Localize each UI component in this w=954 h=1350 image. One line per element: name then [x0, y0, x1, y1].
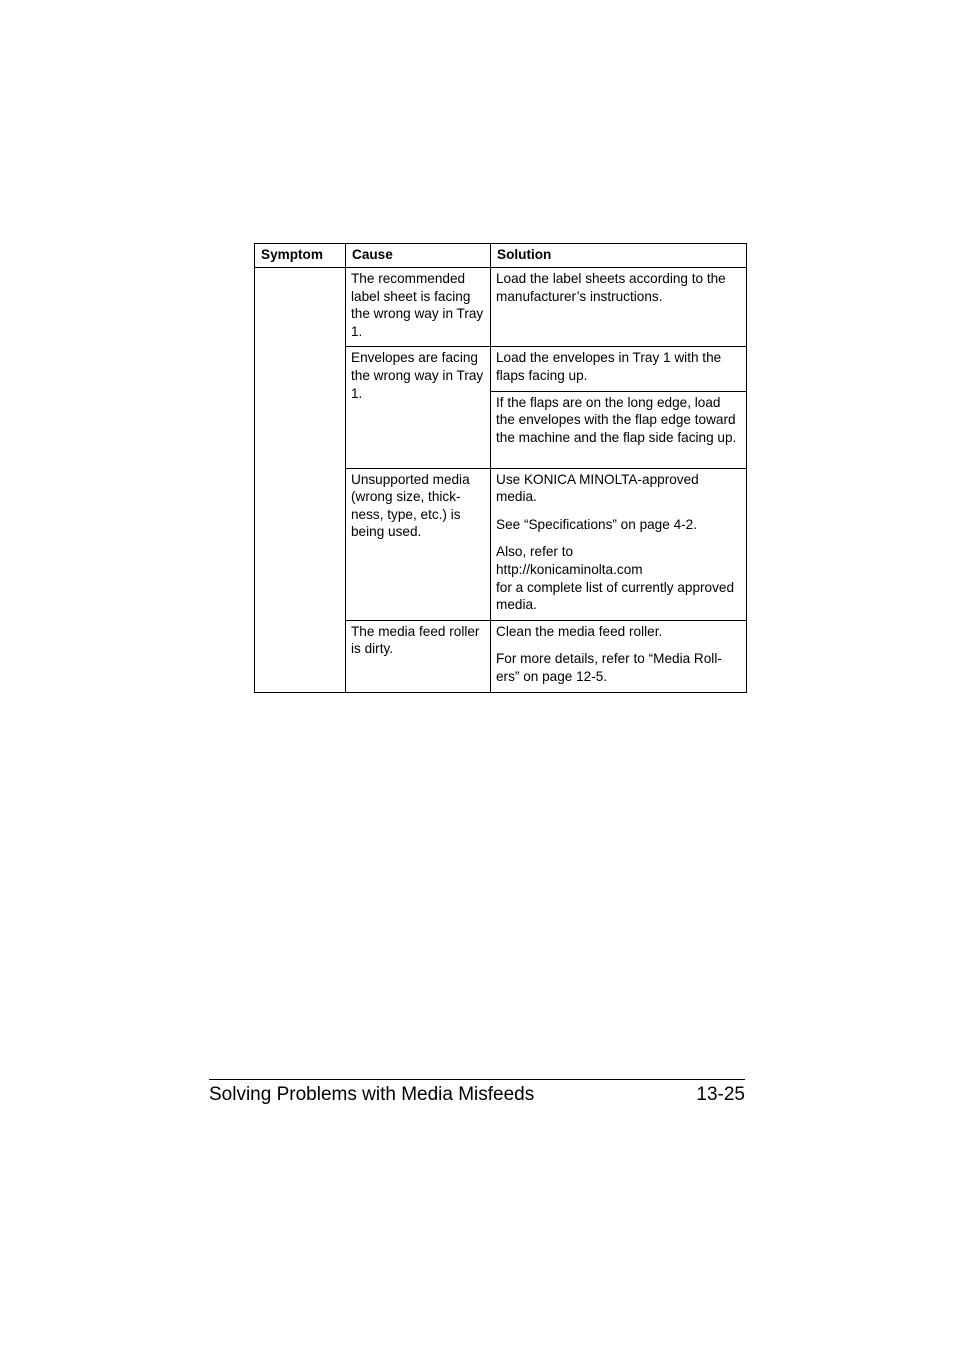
header-cause: Cause: [346, 244, 491, 268]
solution-url[interactable]: http://konicaminolta.com: [496, 561, 643, 577]
cause-cell: [346, 268, 491, 347]
solution-text: If the flaps are on the long edge, load the envelopes with the flap edge toward the machine and the flap side facing up.: [496, 394, 737, 445]
cause-text: The recommended label sheet is facing the wrong way in Tray 1.: [351, 271, 484, 339]
solution-text: Load the envelopes in Tray 1 with the flaps facing up.: [496, 350, 722, 383]
table-header-row: [255, 244, 747, 268]
symptom-cell: [255, 268, 346, 693]
solution-text: Use KONICA MINOLTA-approved media.: [496, 471, 699, 505]
cause-text: The media feed roller is dirty.: [351, 623, 480, 657]
footer-page-number: 13-25: [696, 1084, 745, 1105]
solution-text: Load the label sheets according to the manufacturer’s instructions.: [496, 271, 726, 304]
cause-text: Envelopes are facing the wrong way in Tray 1.: [351, 350, 484, 401]
solution-cell: [491, 620, 747, 692]
solution-text: For more details, refer to “Media Roll-ers” on page 12-5.: [496, 651, 722, 684]
footer-divider: [209, 1079, 745, 1080]
solution-text: See “Specifications” on page 4-2.: [496, 516, 698, 532]
solution-text: Clean the media feed roller.: [496, 623, 663, 639]
header-solution: Solution: [491, 244, 747, 268]
footer-section-title: Solving Problems with Media Misfeeds: [209, 1084, 535, 1105]
solution-cell: [491, 391, 747, 468]
cause-cell: [346, 468, 491, 620]
troubleshooting-table: [254, 243, 747, 693]
solution-text: for a complete list of currently approved media.: [496, 579, 735, 613]
solution-cell: [491, 268, 747, 347]
header-symptom: Symptom: [255, 244, 346, 268]
solution-cell: [491, 347, 747, 391]
cause-text: Unsupported media (wrong size, thick-ness, type, etc.) is being used.: [351, 471, 470, 540]
solution-text: Also, refer to: [496, 544, 574, 560]
cause-cell: [346, 620, 491, 692]
solution-cell: [491, 468, 747, 620]
table-row: [255, 268, 747, 347]
cause-cell: [346, 347, 491, 468]
